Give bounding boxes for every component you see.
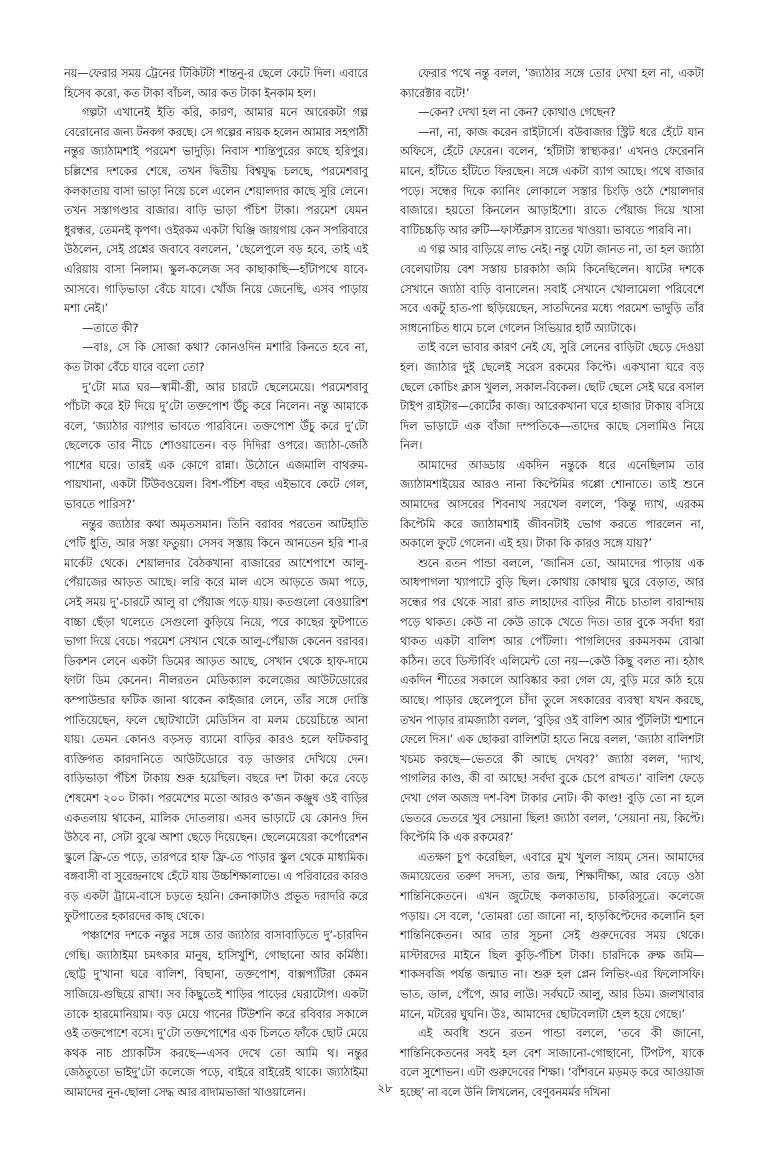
paragraph: —বাঃ, সে কি সোজা কথা? কোনওদিন মশারি কিনতে হবে না, কত টাকা বেঁচে যাবে বলো তো? bbox=[64, 340, 368, 374]
paragraph: নয়—ফেরার সময় ট্রেনের টিকিটটা শান্তনু-র ছেলে কেটে দিল। এবারে হিসেব করো, কত টাকা বাঁচল, আর কত টাকা ইনকাম হল। bbox=[64, 66, 368, 100]
paragraph: নন্তুর জ্যাঠার কথা অমৃতসমান। তিনি বরাবর পরতেন আটহাতি পেটি ধুতি, আর সস্তা ফতুয়া। সেসব সস্তায় কিনে আনতেন হরি শা-র মার্কেট থেকে। শেয়ালদার বৈঠকখানা বাজারের আশেপাশে আলু-পেঁয়াজের আড়ত আছে। লরি করে মাল এসে আড়তে জমা পড়ে, সেই সময় দু’-চারটে আলু বা পেঁয়াজ পড়ে যায়। কতগুলো বেওয়ারিশ বাচ্চা ছেঁড়া থলেতে সেগুলো কুড়িয়ে নিয়ে, পরে কাছের ফুটপাতে ভাগা দিয়ে বেচে। পরমেশ সেখান থেকে আলু-পেঁয়াজ কেনেন বরাবর। ডিকশন লেনে একটা ডিমের আড়ত আছে, সেখান থেকে হাফ-দামে ফাটা ডিম কেনেন। নীলরতন মেডিক্যাল কলেজের আউটডোরের কম্পাউন্ডার ফটিক জানা থাকেন কাইজার লেনে, তাঁর সঙ্গে দোস্তি পাতিয়েছেন, ফলে ছোটখাটো মেডিসিন বা মলম চেয়েচিন্তে আনা যায়। তেমন কোনও বড়সড় ব্যামো বাড়ির কারও হলে ফটিকবাবু ব্যক্তিগত কারদানিতে আউটডোরে বড় ডাক্তার দেখিয়ে দেন। বাড়িভাড়া পঁচিশ টাকায় শুরু হয়েছিল। বছরে দশ টাকা করে বেড়ে শেষমেশ ২০০ টাকা। পরমেশের মতো আরও ক’জন কঞ্জুষ ওই বাড়ির একতলায় থাকেন, মালিক দোতলায়। এসব ভাড়াটে যে কোনও দিন উঠবে না, সেটা বুঝে আশা ছেড়ে দিয়েছেন। ছেলেমেয়েরা কর্পোরেশন স্কুলে ফ্রি-তে পড়ে, তারপরে হাফ ফ্রি-তে পাড়ার স্কুল থেকে মাধ্যমিক। বঙ্গবাসী বা সুরেন্দ্রনাথে হেঁটে যায় উচ্চশিক্ষালাভে। এ পরিবারের কারও বড় একটা ট্রামে-বাসে চড়তে হয়নি। কেনাকাটাও প্রভূত দরাদরি করে ফুটপাতের হকারদের কাছ থেকে। bbox=[64, 516, 368, 923]
paragraph: এতক্ষণ চুপ করেছিল, এবারে মুখ খুলল সায়ম্ সেন। আমাদের জমায়েতের তরুণ সদস্য, তার জন্ম, শিক্ষাদীক্ষা, আর বেড়ে ওঠা শান্তিনিকেতনে। এখন জুটেছে কলকাতায়, চাকরিসূত্রে। কলেজে পড়ায়। সে বলে, ‘তোমরা তো জানো না, হাড়কিপ্টেদের কলোনি হল শান্তিনিকেতন। আর তার সূচনা সেই গুরুদেবের সময় থেকে। মাস্টারদের মাইনে ছিল কুড়ি-পঁচিশ টাকা। চারদিকে রুক্ষ জমি—শাকসবজি পর্যন্ত জন্মাত না। শুরু হল প্লেন লিভিং-এর ফিলোসফি। ভাত, ডাল, পেঁপে, আর লাউ। সর্বঘটে আলু, আর ডিম। জলখাবার মানে, মটরের ঘুঘনি। উঃ, আমাদের ছোটবেলাটা হেল হয়ে গেছে।’ bbox=[400, 849, 704, 1021]
left-text-column bbox=[64, 64, 368, 1102]
paragraph: গল্পটা এখানেই ইতি করি, কারণ, আমার মনে আরেকটা গল্প বেরোনোর জন্য টনকগ করছে। সে গল্পের নায়ক হলেন আমার সহপাঠী নন্তুর জ্যাঠামশাই পরমেশ ভাদুড়ি। নিবাস শান্তিপুরের কাছে হরিপুর। চল্লিশের দশকের শেষে, তখন দ্বিতীয় বিশ্বযুদ্ধ চলছে, পরমেশবাবু কলকাতায় বাসা ভাড়া নিয়ে চলে এলেন শেয়ালদার কাছে সুরি লেনে। তখন সস্তাগণ্ডার বাজার। বাড়ি ভাড়া পঁচিশ টাকা। পরমেশ যেমন ধুরন্ধর, তেমনই কৃপণ। ওইরকম একটা ঘিঞ্জি জায়গায় কেন সপরিবারে উঠলেন, সেই প্রশ্নের জবাবে বললেন, ‘ছেলেপুলে বড় হবে, তাই এই এরিয়ায় বাসা নিলাম। স্কুল-কলেজ সব কাছাকাছি—হাঁটাপথে যাবে- আসবে। গাড়িভাড়া বেঁচে যাবে। খোঁজ নিয়ে জেনেছি, এসব পাড়ায় মশা নেই।’ bbox=[64, 105, 368, 316]
paragraph: পঞ্চাশের দশকে নন্তুর সঙ্গে তার জ্যাঠার বাসাবাড়িতে দু’-চারদিন গেছি। জ্যাঠাইমা চমৎকার মানুষ, হাসিখুশি, গোছানো আর কর্মিষ্ঠা। ছোট্ট দু’খানা ঘরে বালিশ, বিছানা, তক্তপোশ, বাক্সপ্যাঁটরা কেমন সাজিয়ে-গুছিয়ে রাখা। সব কিছুতেই শাড়ির পাড়ের ঘেরাটোপ। একটা তাকে হারমোনিয়াম। বড় মেয়ে গানের টিউশনি করে রবিবার সকালে ওই তক্তপোশে বসে। দু’টো তক্তপোশের এক চিলতে ফাঁকে ছোট মেয়ে কথক নাচ প্র্যাকটিস করছে—এসব দেখে তো আমি থ। নন্তুর জেঠতুতো ভাইদু’টো কলেজে পড়ে, বাইরে বাইরেই থাকে। জ্যাঠাইমা আমাদের নুন-ছোলা সেদ্ধ আর বাদামভাজা খাওয়ালেন। bbox=[64, 928, 368, 1099]
right-text-column bbox=[400, 64, 704, 1102]
paragraph: দু’টো মাত্র ঘর—স্বামী-স্ত্রী, আর চারটে ছেলেমেয়ে। পরমেশবাবু পাঁচটা করে ইট দিয়ে দু’টো তক্তপোশ উঁচু করে নিলেন। নন্তু আমাকে বলে, ‘জ্যাঠার ব্যাপার ভাবতে পারবিনে। তক্তপোশ উঁচু করে দু’টো ছেলেকে তার নীচে শোওয়াতেন। বড় দিদিরা ওপরে। জ্যাঠা-জেঠি পাশের ঘরে। তারই এক কোণে রান্না। উঠোনে এজমালি বাথরুম-পায়খানা, একটা টিউবওয়েল। বিশ-পঁচিশ বছর এইভাবে কেটে গেল, ভাবতে পারিস?’ bbox=[64, 379, 368, 512]
paragraph: এই অবধি শুনে রতন পান্ডা বললে, ‘তবে কী জানো, শান্তিনিকেতনের সবই হল বেশ সাজানো-গোছানো, টিপটপ, যাকে বলে সুশোভন। এটা গুরুদেবের শিক্ষা। ‘বাঁশবনে মড়মড় করে আওয়াজ হচ্ছে’ না বলে উনি লিখলেন, বেণুবনমর্মর দখিনা bbox=[400, 1026, 704, 1099]
paragraph: তাই বলে ভাবার কারণ নেই যে, সুরি লেনের বাড়িটা ছেড়ে দেওয়া হল। জ্যাঠার দুই ছেলেই সরেস রকমের কিপ্টে। একখানা ঘরে বড় ছেলে কোচিং ক্লাস খুলল, সকাল-বিকেল। ছোট ছেলে সেই ঘরে বসাল টাইপ রাইটার—কোর্টের কাজ। আরেকখানা ঘরে হাজার টাকায় বসিয়ে দিল ভাড়াটে এক বাঁজা দম্পতিকে—তাদের কাছে সেলামিও নিয়ে নিল। bbox=[400, 340, 704, 453]
paragraph: এ গল্প আর বাড়িয়ে লাভ নেই। নন্তু যেটা জানত না, তা হল জ্যাঠা বেলেঘাটায় বেশ সস্তায় চারকাঠা জমি কিনেছিলেন। ষাটের দশকে সেখানে জ্যাঠা বাড়ি বানালেন। সবাই সেখানে খোলামেলা পরিবেশে সবে একটু হাত-পা ছড়িয়েছেন, সাতদিনের মধ্যে পরমেশ ভাদুড়ি তাঁর সাধনোচিত ধামে চলে গেলেন সিভিয়ার হার্ট অ্যাটাকে। bbox=[400, 242, 704, 335]
paragraph: —কেন? দেখা হল না কেন? কোথাও গেছেন? bbox=[418, 105, 616, 120]
paragraph: —তাতে কী? bbox=[82, 320, 139, 335]
paragraph: ফেরার পথে নন্তু বলল, ‘জ্যাঠার সঙ্গে তোর দেখা হল না, একটা ক্যারেক্টার বটে!’ bbox=[400, 66, 704, 100]
page-number: ২৮ bbox=[377, 1081, 393, 1095]
paragraph: —না, না, কাজ করেন রাইটার্সে। বউবাজার স্ট্রিট ধরে হেঁটে যান অফিসে, হেঁটে ফেরেন। বলেন, ‘হাঁটাটা স্বাস্থ্যকর।’ এখনও ফেরেননি মানে, হাঁটতে হাঁটতে ফিরছেন। সঙ্গে একটা ব্যাগ আছে। পথে বাজার পড়ে। সন্ধের দিকে ক্যানিং লোকালে সস্তার চিংড়ি ওঠে শেয়ালদার বাজারে। হয়তো কিনলেন আড়াইশো। রাতে পেঁয়াজ দিয়ে খাসা বাটিচচ্চড়ি আর রুটি—ফার্স্টক্লাস রাতের খাওয়া। ভাবতে পারবি না। bbox=[400, 124, 704, 237]
paragraph: শুনে রতন পান্ডা বললে, ‘জানিস তো, আমাদের পাড়ায় এক আধপাগলা খ্যাপাটে বুড়ি ছিল। কোথায় কোথায় ঘুরে বেড়াত, আর সন্ধের পর থেকে সারা রাত লাহাদের বাড়ির নীচে চাতাল বারান্দায় পড়ে থাকত। কেউ না কেউ তাকে খেতে দিত। তার বুকে সর্বদা ধরা থাকত একটা বালিশ আর পোঁটলা। পাগলিদের রকমসকম বোঝা কঠিন। তবে ডিস্টার্বিং এলিমেন্ট তো নয়—কেউ কিছু বলত না। হঠাৎ একদিন শীতের সকালে আবিষ্কার করা গেল যে, বুড়ি মরে কাঠ হয়ে আছে। পাড়ার ছেলেপুলে চাঁদা তুলে সৎকারের ব্যবস্থা যখন করছে, তখন পাড়ার রামজ্যাঠা বলল, ‘বুড়ির ওই বালিশ আর পুঁটলিটা শ্মশানে ফেলে দিস।’ এক ছোকরা বালিশটা হাতে নিয়ে বলল, ‘জ্যাঠা বালিশটা খচমচ করছে—ভেতরে কী আছে দেখব?’ জ্যাঠা বলল, ‘দ্যাখ, পাগলির কাণ্ড, কী বা আছে! সর্বদা বুকে চেপে রাখত।’ বালিশ ফেড়ে দেখা গেল অজস্র দশ-বিশ টাকার নোট। কী কাণ্ড! বুড়ি তো না হলে ভেতরে ভেতরে খুব সেয়ানা ছিল! জ্যাঠা বলল, ‘সেয়ানা নয়, কিপ্টে। কিপ্টেমি কি এক রকমের?’ bbox=[400, 555, 704, 845]
paragraph: আমাদের আড্ডায় একদিন নন্তুকে ধরে এনেছিলাম তার জ্যাঠামশাইয়ের আরও নানা কিপ্টেমির গপ্পো শোনাতে। তাই শুনে আমাদের আসরের শিবনাথ সরখেল বললে, ‘কিন্তু দ্যাখ, এরকম কিপ্টেমি করে জ্যাঠামশাই জীবনটাই ভোগ করতে পারলেন না, অকালে ফুটে গেলেন। এই হয়। টাকা কি কারও সঙ্গে যায়?’ bbox=[400, 457, 704, 551]
